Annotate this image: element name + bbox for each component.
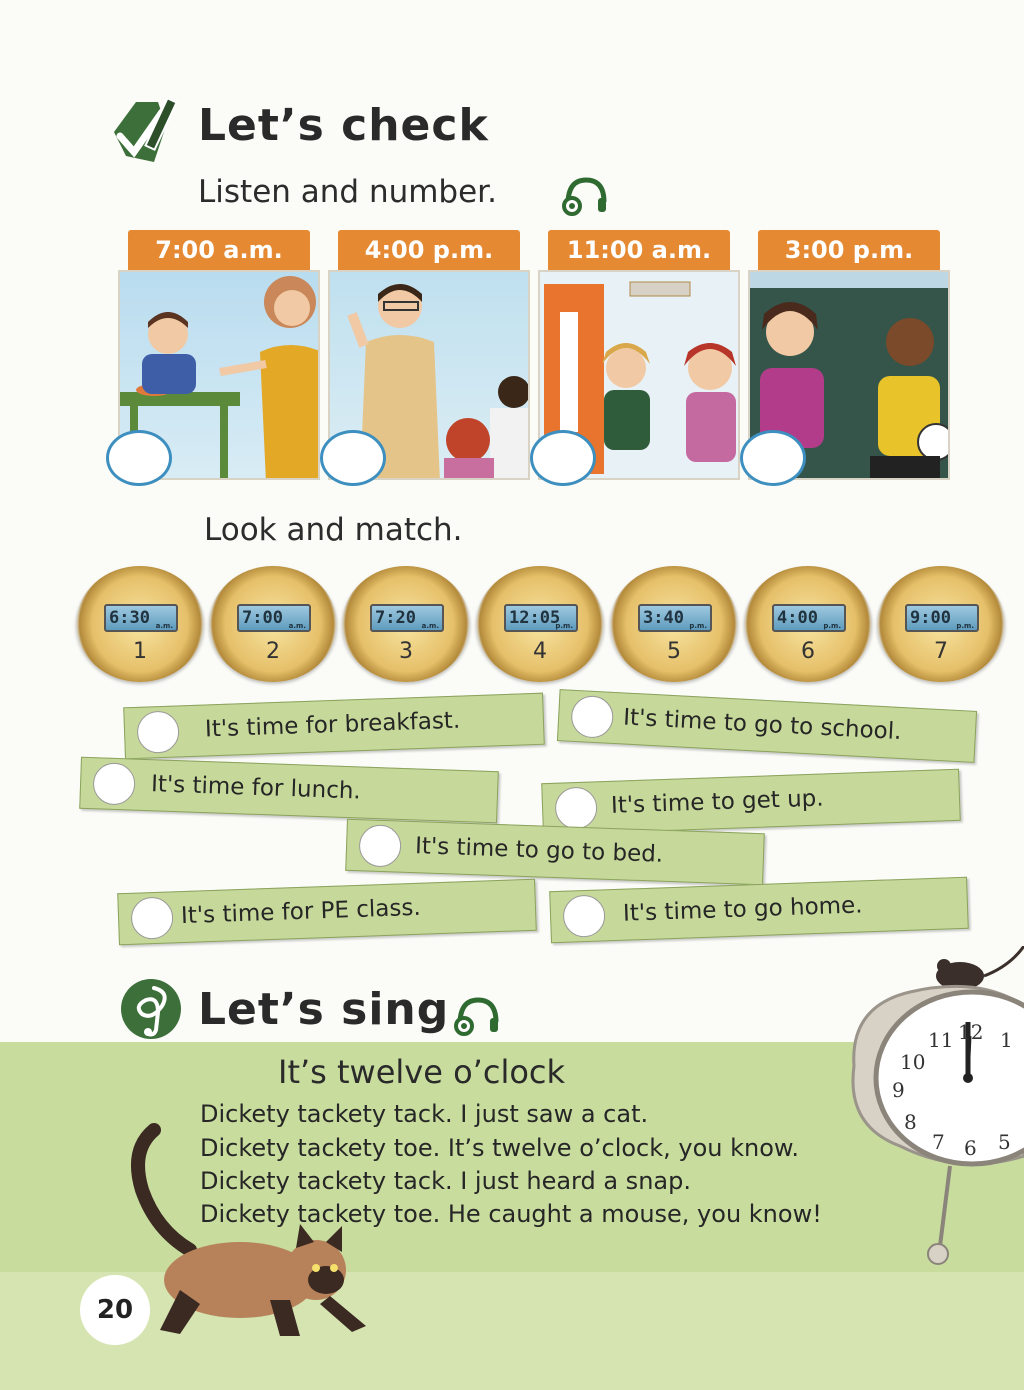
clock-number: 2 bbox=[266, 639, 280, 664]
page-number: 20 bbox=[80, 1275, 150, 1345]
sentence-text: It's time to go to bed. bbox=[414, 833, 664, 868]
number-answer-circle[interactable] bbox=[530, 430, 596, 486]
match-circle[interactable] bbox=[130, 896, 173, 939]
clock-number: 5 bbox=[667, 639, 681, 664]
clock-number: 7 bbox=[934, 639, 948, 664]
clock-number: 3 bbox=[399, 639, 413, 664]
clock-ampm: p.m. bbox=[823, 622, 841, 630]
clock-number: 1 bbox=[133, 639, 147, 664]
sentence-text: It's time for PE class. bbox=[180, 894, 422, 930]
lyric-line-3: Dickety tackety tack. I just heard a snap. bbox=[200, 1167, 691, 1195]
clock-ampm: p.m. bbox=[956, 622, 974, 630]
clock-numeral: 11 bbox=[928, 1028, 954, 1052]
sentence-text: It's time to go home. bbox=[622, 892, 863, 927]
clock-numeral: 12 bbox=[958, 1020, 984, 1044]
clock-ampm: p.m. bbox=[555, 622, 573, 630]
clock-time: 7:00 bbox=[242, 608, 283, 628]
time-tab: 3:00 p.m. bbox=[758, 230, 940, 270]
listen-panel-2 bbox=[328, 230, 530, 480]
check-pencil-icon bbox=[106, 96, 184, 168]
clock-numeral: 1 bbox=[1000, 1028, 1013, 1052]
digital-clock-4 bbox=[476, 566, 604, 682]
clock-number: 4 bbox=[533, 639, 547, 664]
listen-panel-1 bbox=[118, 230, 320, 480]
lets-check-heading: Let’s check bbox=[198, 100, 489, 151]
clock-ampm: a.m. bbox=[421, 622, 439, 630]
listen-panel-4 bbox=[748, 230, 950, 480]
sentence-strip-school[interactable] bbox=[557, 689, 977, 763]
cat-illustration bbox=[120, 1120, 380, 1350]
music-note-icon bbox=[118, 976, 184, 1042]
headphones-icon[interactable] bbox=[560, 174, 608, 218]
match-circle[interactable] bbox=[136, 710, 179, 753]
match-circle[interactable] bbox=[570, 695, 614, 739]
digital-clock-7 bbox=[877, 566, 1005, 682]
digital-clock-3 bbox=[342, 566, 470, 682]
clock-number: 6 bbox=[801, 639, 815, 664]
clock-time: 4:00 bbox=[777, 608, 818, 628]
lyric-line-2: Dickety tackety toe. It’s twelve o’clock, you know. bbox=[200, 1134, 799, 1162]
match-circle[interactable] bbox=[562, 894, 605, 937]
time-tab: 4:00 p.m. bbox=[338, 230, 520, 270]
clock-numeral: 7 bbox=[932, 1130, 945, 1154]
listen-instruction: Listen and number. bbox=[198, 174, 497, 210]
clock-time: 12:05 bbox=[509, 608, 561, 628]
clock-time: 7:20 bbox=[375, 608, 416, 628]
lyric-line-4: Dickety tackety toe. He caught a mouse, you know! bbox=[200, 1200, 822, 1228]
sentence-strip-home[interactable] bbox=[549, 877, 969, 944]
digital-clock-5 bbox=[610, 566, 738, 682]
lets-sing-heading: Let’s sing bbox=[198, 984, 450, 1035]
wall-clock-illustration bbox=[840, 946, 1024, 1276]
sentence-strip-breakfast[interactable] bbox=[123, 693, 545, 760]
digital-clock-6 bbox=[744, 566, 872, 682]
sentence-strip-pe[interactable] bbox=[117, 879, 537, 946]
match-circle[interactable] bbox=[92, 762, 135, 805]
number-answer-circle[interactable] bbox=[320, 430, 386, 486]
headphones-icon[interactable] bbox=[452, 994, 500, 1038]
number-answer-circle[interactable] bbox=[740, 430, 806, 486]
clock-numeral: 5 bbox=[998, 1130, 1011, 1154]
digital-clock-1 bbox=[76, 566, 204, 682]
listen-panel-3 bbox=[538, 230, 740, 480]
time-tab: 7:00 a.m. bbox=[128, 230, 310, 270]
time-tab: 11:00 a.m. bbox=[548, 230, 730, 270]
sentence-text: It's time to go to school. bbox=[622, 704, 903, 746]
clock-time: 6:30 bbox=[109, 608, 150, 628]
sentence-text: It's time to get up. bbox=[610, 785, 825, 819]
clock-ampm: a.m. bbox=[155, 622, 173, 630]
match-circle[interactable] bbox=[358, 824, 401, 867]
match-instruction: Look and match. bbox=[204, 512, 463, 548]
clock-numeral: 10 bbox=[900, 1050, 926, 1074]
song-title: It’s twelve o’clock bbox=[278, 1053, 566, 1091]
sentence-text: It's time for breakfast. bbox=[204, 707, 461, 743]
digital-clock-2 bbox=[209, 566, 337, 682]
sentence-strip-lunch[interactable] bbox=[79, 757, 499, 824]
clock-time: 9:00 bbox=[910, 608, 951, 628]
clock-ampm: a.m. bbox=[288, 622, 306, 630]
lyric-line-1: Dickety tackety tack. I just saw a cat. bbox=[200, 1100, 649, 1128]
clock-numeral: 9 bbox=[892, 1078, 905, 1102]
sentence-strip-get-up[interactable] bbox=[541, 769, 961, 836]
number-answer-circle[interactable] bbox=[106, 430, 172, 486]
clock-ampm: p.m. bbox=[689, 622, 707, 630]
match-circle[interactable] bbox=[554, 786, 597, 829]
sentence-text: It's time for lunch. bbox=[150, 771, 362, 805]
clock-time: 3:40 bbox=[643, 608, 684, 628]
clock-numeral: 6 bbox=[964, 1136, 977, 1160]
clock-numeral: 8 bbox=[904, 1110, 917, 1134]
